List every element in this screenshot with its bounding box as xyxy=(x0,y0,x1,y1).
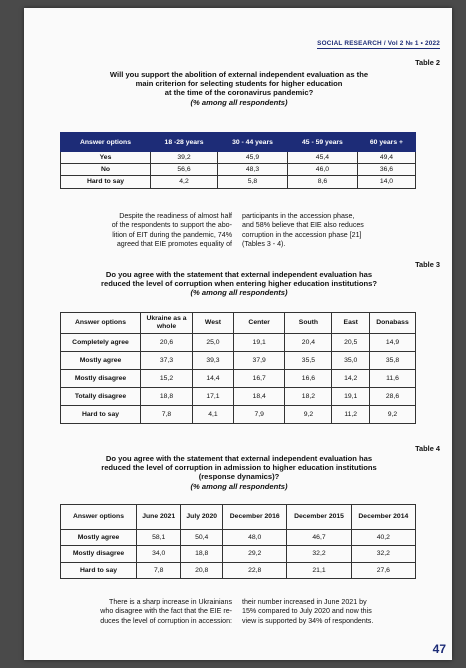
table-row xyxy=(61,152,416,164)
table-cell: 11,6 xyxy=(370,370,416,388)
column-header: 60 years + xyxy=(357,133,415,152)
column-header: Donabass xyxy=(370,313,416,334)
table2-caption: Table 2 xyxy=(415,58,440,67)
column-header: 45 - 59 years xyxy=(287,133,357,152)
table-row xyxy=(61,388,416,406)
column-header: December 2014 xyxy=(351,505,415,530)
table-cell: 14,0 xyxy=(357,176,415,188)
row-label: Yes xyxy=(61,152,151,164)
row-label: Mostly agree xyxy=(61,352,141,370)
table-cell: 46,7 xyxy=(287,530,351,546)
paragraph-left-column: Despite the readiness of almost half of the respondents to support the abo- lition of EIT during the pandemic, 74% agreed that EIE promotes equality of xyxy=(111,212,232,249)
table-cell: 15,2 xyxy=(141,370,193,388)
table-cell: 45,4 xyxy=(287,152,357,164)
table-cell: 18,2 xyxy=(285,388,332,406)
table-cell: 18,8 xyxy=(181,546,223,562)
column-header: 30 - 44 years xyxy=(218,133,288,152)
row-label: No xyxy=(61,164,151,176)
row-label: Hard to say xyxy=(61,406,141,424)
table-cell: 35,8 xyxy=(370,352,416,370)
table-cell: 37,3 xyxy=(141,352,193,370)
table-cell: 4,1 xyxy=(193,406,234,424)
table-row xyxy=(61,546,416,562)
table-cell: 19,1 xyxy=(332,388,370,406)
table-cell: 32,2 xyxy=(351,546,415,562)
row-label: Mostly agree xyxy=(61,530,137,546)
row-label: Completely agree xyxy=(61,334,141,352)
table-cell: 14,9 xyxy=(370,334,416,352)
table-cell: 18,8 xyxy=(141,388,193,406)
table-row xyxy=(61,352,416,370)
table-cell: 29,2 xyxy=(223,546,287,562)
row-label: Hard to say xyxy=(61,562,137,578)
column-header: Answer options xyxy=(61,313,141,334)
table-cell: 32,2 xyxy=(287,546,351,562)
table-cell: 48,0 xyxy=(223,530,287,546)
table-header-row xyxy=(61,313,416,334)
running-head: SOCIAL RESEARCH / Vol 2 № 1 • 2022 xyxy=(317,40,440,47)
table-cell: 34,0 xyxy=(137,546,181,562)
table-cell: 48,3 xyxy=(218,164,288,176)
column-header: June 2021 xyxy=(137,505,181,530)
table-row xyxy=(61,530,416,546)
table-row xyxy=(61,164,416,176)
table-cell: 7,9 xyxy=(233,406,284,424)
table-cell: 16,6 xyxy=(285,370,332,388)
table-row xyxy=(61,176,416,188)
table-cell: 20,8 xyxy=(181,562,223,578)
table-cell: 46,0 xyxy=(287,164,357,176)
table-cell: 8,6 xyxy=(287,176,357,188)
table-cell: 20,5 xyxy=(332,334,370,352)
table-row xyxy=(61,370,416,388)
table-cell: 25,0 xyxy=(193,334,234,352)
table-cell: 5,8 xyxy=(218,176,288,188)
paragraph-right-column: their number increased in June 2021 by 15% compared to July 2020 and now this view is supported by 34% of respondents. xyxy=(242,598,374,625)
table-cell: 58,1 xyxy=(137,530,181,546)
table-cell: 28,6 xyxy=(370,388,416,406)
table-cell: 22,8 xyxy=(223,562,287,578)
row-label: Mostly disagree xyxy=(61,546,137,562)
paragraph-left-column: There is a sharp increase in Ukrainians who disagree with the fact that the EIE re- duces the level of corruption in accession: xyxy=(100,598,232,625)
table3-title: Do you agree with the statement that external independent evaluation has reduced the level of corruption when entering higher education institutions? (% among all respondents) xyxy=(101,270,377,298)
table-cell: 49,4 xyxy=(357,152,415,164)
table-cell: 9,2 xyxy=(285,406,332,424)
table4-title: Do you agree with the statement that external independent evaluation has reduced the level of corruption in admission to higher education institutions (response dynamics)? (% among all respondents) xyxy=(101,454,377,491)
table-cell: 27,6 xyxy=(351,562,415,578)
table-cell: 9,2 xyxy=(370,406,416,424)
table-row xyxy=(61,562,416,578)
document-page xyxy=(24,8,452,660)
row-label: Totally disagree xyxy=(61,388,141,406)
table-cell: 36,6 xyxy=(357,164,415,176)
row-label: Mostly disagree xyxy=(61,370,141,388)
row-label: Hard to say xyxy=(61,176,151,188)
column-header: December 2016 xyxy=(223,505,287,530)
table3 xyxy=(60,312,416,424)
table4-caption: Table 4 xyxy=(415,444,440,453)
table-cell: 11,2 xyxy=(332,406,370,424)
table3-caption: Table 3 xyxy=(415,260,440,269)
table-cell: 19,1 xyxy=(233,334,284,352)
column-header: Answer options xyxy=(61,505,137,530)
table-header-row xyxy=(61,133,416,152)
table-cell: 37,9 xyxy=(233,352,284,370)
table-cell: 18,4 xyxy=(233,388,284,406)
table-cell: 17,1 xyxy=(193,388,234,406)
column-header: Answer options xyxy=(61,133,151,152)
table-header-row xyxy=(61,505,416,530)
column-header: West xyxy=(193,313,234,334)
table-cell: 40,2 xyxy=(351,530,415,546)
paragraph-right-column: participants in the accession phase, and 58% believe that EIE also reduces corruption in the accession phase [21] (Tables 3 - 4). xyxy=(242,212,364,249)
table-cell: 39,2 xyxy=(151,152,218,164)
table-cell: 14,2 xyxy=(332,370,370,388)
column-header: 18 -28 years xyxy=(151,133,218,152)
column-header: East xyxy=(332,313,370,334)
table-cell: 21,1 xyxy=(287,562,351,578)
page-number: 47 xyxy=(432,642,446,656)
table-cell: 39,3 xyxy=(193,352,234,370)
table-cell: 14,4 xyxy=(193,370,234,388)
table-cell: 7,8 xyxy=(141,406,193,424)
table-cell: 20,6 xyxy=(141,334,193,352)
table-cell: 35,5 xyxy=(285,352,332,370)
table-cell: 45,9 xyxy=(218,152,288,164)
column-header: Ukraine as a whole xyxy=(141,313,193,334)
table2-title: Will you support the abolition of external independent evaluation as the main criterion for selecting students for higher education at the time of the coronavirus pandemic? (% among all respondents) xyxy=(109,70,369,107)
table-cell: 35,0 xyxy=(332,352,370,370)
column-header: Center xyxy=(233,313,284,334)
table-cell: 4,2 xyxy=(151,176,218,188)
table2 xyxy=(60,132,416,189)
column-header: December 2015 xyxy=(287,505,351,530)
column-header: July 2020 xyxy=(181,505,223,530)
table-row xyxy=(61,406,416,424)
table-cell: 20,4 xyxy=(285,334,332,352)
table-cell: 56,6 xyxy=(151,164,218,176)
table-row xyxy=(61,334,416,352)
column-header: South xyxy=(285,313,332,334)
table-cell: 16,7 xyxy=(233,370,284,388)
table-cell: 7,8 xyxy=(137,562,181,578)
table-cell: 50,4 xyxy=(181,530,223,546)
table4 xyxy=(60,504,416,579)
